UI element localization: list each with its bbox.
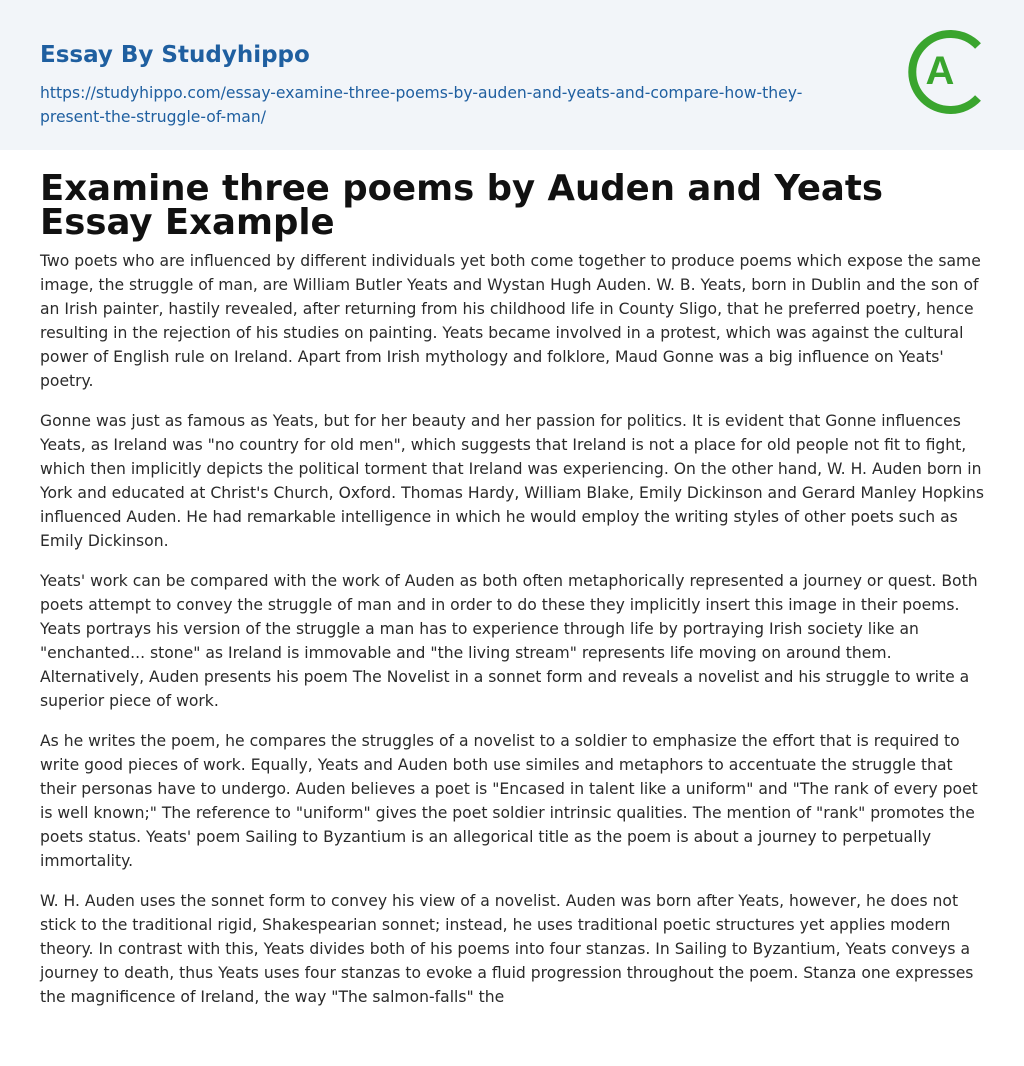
paragraph: Two poets who are influenced by different individuals yet both come together to produce poems which expose the same image, the struggle of man, are William Butler Yeats and Wystan Hugh Auden. W. B. Yeats, born in Dublin and the son of an Irish painter, hastily revealed, after returning from his childhood life in County Sligo, that he preferred poetry, hence resulting in the rejection of his studies on painting. Yeats became involved in a protest, which was against the cultural power of English rule on Ireland. Apart from Irish mythology and folklore, Maud Gonne was a big influence on Yeats' poetry. xyxy=(40,252,981,390)
paragraph: Yeats' work can be compared with the work of Auden as both often metaphorically represented a journey or quest. Both poets attempt to convey the struggle of man and in order to do these they implicitly insert this image in their poems. Yeats portrays his version of the struggle a man has to experience through life by portraying Irish society like an "enchanted... stone" as Ireland is immovable and "the living stream" represents life moving on around them. Alternatively, Auden presents his poem The Novelist in a sonnet form and reveals a novelist and his struggle to write a superior piece of work. xyxy=(40,572,978,710)
site-name[interactable]: Essay By Studyhippo xyxy=(40,42,310,68)
logo-letter: A xyxy=(925,49,955,93)
paragraph: Gonne was just as famous as Yeats, but for her beauty and her passion for politics. It is evident that Gonne influences Yeats, as Ireland was "no country for old men", which suggests that Ireland is not a place for old people not fit to fight, which then implicitly depicts the political torment that Ireland was experiencing. On the other hand, W. H. Auden born in York and educated at Christ's Church, Oxford. Thomas Hardy, William Blake, Emily Dickinson and Gerard Manley Hopkins influenced Auden. He had remarkable intelligence in which he would employ the writing styles of other poets such as Emily Dickinson. xyxy=(40,412,985,550)
paragraph: As he writes the poem, he compares the struggles of a novelist to a soldier to emphasize the effort that is required to write good pieces of work. Equally, Yeats and Auden both use similes and metaphors to accentuate the struggle that their personas have to undergo. Auden believes a poet is "Encased in talent like a uniform" and "The rank of every poet is well known;" The reference to "uniform" gives the poet soldier intrinsic qualities. The mention of "rank" promotes the poets status. Yeats' poem Sailing to Byzantium is an allegorical title as the poem is about a journey to perpetually immortality. xyxy=(40,732,978,870)
article-body xyxy=(40,249,986,1025)
source-url-link[interactable]: https://studyhippo.com/essay-examine-three-poems-by-auden-and-yeats-and-compare-how-they-present-the-struggle-of-man/ xyxy=(40,84,803,126)
paragraph: W. H. Auden uses the sonnet form to convey his view of a novelist. Auden was born after Yeats, however, he does not stick to the traditional rigid, Shakespearian sonnet; instead, he uses traditional poetic structures yet applies modern theory. In contrast with this, Yeats divides both of his poems into four stanzas. In Sailing to Byzantium, Yeats conveys a journey to death, thus Yeats uses four stanzas to evoke a fluid progression throughout the poem. Stanza one expresses the magnificence of Ireland, the way "The salmon-falls" the xyxy=(40,892,974,1006)
page-title: Examine three poems by Auden and Yeats Essay Example xyxy=(40,168,883,243)
